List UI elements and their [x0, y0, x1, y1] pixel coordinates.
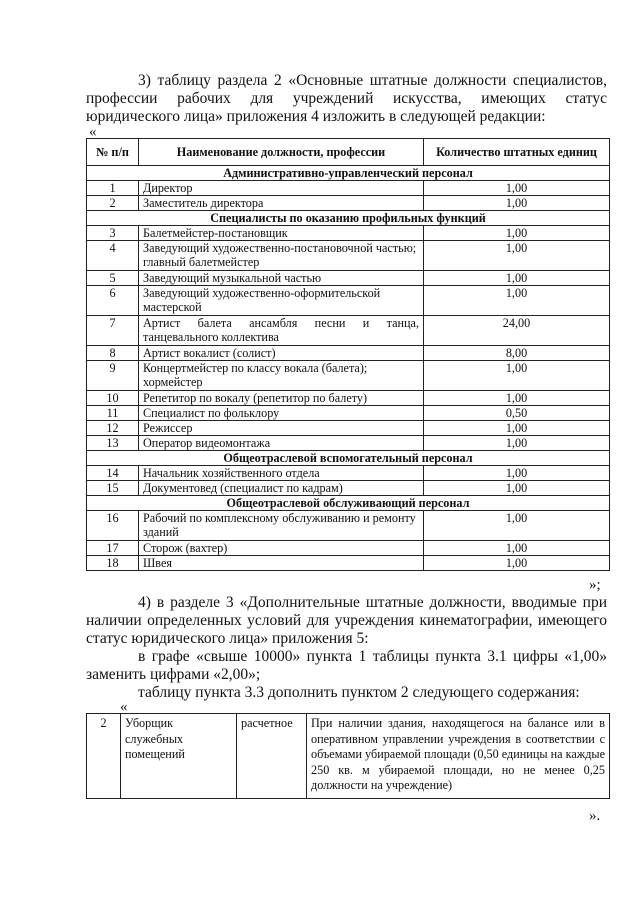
row-name: Балетмейстер-постановщик — [139, 226, 424, 241]
table-row — [87, 391, 610, 406]
row-num: 9 — [87, 361, 139, 391]
row-condition: При наличии здания, находящегося на балансе или в оперативном управлении учреждения в соответствии с объемами убираемой площади (0,50 единицы на каждые 250 кв. м убираемой площади, но не менее 0,25 должности на учреждение) — [307, 714, 610, 799]
row-count: 1,00 — [424, 541, 610, 556]
row-name: Оператор видеомонтажа — [139, 436, 424, 451]
row-num: 6 — [87, 286, 139, 316]
row-num: 18 — [87, 556, 139, 571]
row-count: 24,00 — [424, 316, 610, 346]
row-name: Режиссер — [139, 421, 424, 436]
row-num: 5 — [87, 271, 139, 286]
close-quote-1: »; — [589, 577, 601, 593]
row-num: 1 — [87, 181, 139, 196]
section-title: Общеотраслевой обслуживающий персонал — [87, 496, 610, 511]
row-count: 1,00 — [424, 181, 610, 196]
row-num: 11 — [87, 406, 139, 421]
row-count: 1,00 — [424, 421, 610, 436]
table-row — [87, 406, 610, 421]
section4-line-4: в графе «свыше 10000» пункта 1 таблицы пункта 3.1 цифры «1,00» — [138, 648, 607, 665]
header-num: № п/п — [87, 139, 139, 166]
table-row — [87, 481, 610, 496]
table-row — [87, 541, 610, 556]
table-row — [87, 286, 610, 316]
section-row — [87, 496, 610, 511]
section-row — [87, 451, 610, 466]
row-num: 4 — [87, 241, 139, 271]
row-name: Артист вокалист (солист) — [139, 346, 424, 361]
row-num: 10 — [87, 391, 139, 406]
row-count: 1,00 — [424, 271, 610, 286]
open-quote-1: « — [89, 124, 97, 140]
row-num: 3 — [87, 226, 139, 241]
section-title: Административно-управленческий персонал — [87, 166, 610, 181]
open-quote-2: « — [120, 699, 128, 715]
row-name: Уборщик служебных помещений — [121, 714, 237, 799]
row-count: 1,00 — [424, 196, 610, 211]
row-num: 17 — [87, 541, 139, 556]
table-row — [87, 436, 610, 451]
row-count: 1,00 — [424, 436, 610, 451]
row-count: 1,00 — [424, 481, 610, 496]
section4-line-2: наличии определенных условий для учреждения кинематографии, имеющего — [86, 612, 607, 629]
table-header-row — [87, 139, 610, 166]
row-num: 14 — [87, 466, 139, 481]
row-num: 12 — [87, 421, 139, 436]
row-num: 2 — [87, 714, 121, 799]
section4-line-3: статус юридического лица» приложения 5: — [86, 630, 369, 647]
row-num: 15 — [87, 481, 139, 496]
row-count: 8,00 — [424, 346, 610, 361]
section-title: Общеотраслевой вспомогательный персонал — [87, 451, 610, 466]
table-row — [87, 226, 610, 241]
row-num: 13 — [87, 436, 139, 451]
row-count: 1,00 — [424, 226, 610, 241]
row-num: 8 — [87, 346, 139, 361]
header-count: Количество штатных единиц — [424, 139, 610, 166]
row-name: Заместитель директора — [139, 196, 424, 211]
section-row — [87, 166, 610, 181]
row-count: 1,00 — [424, 241, 610, 271]
section4-line-6: таблицу пункта 3.3 дополнить пунктом 2 следующего содержания: — [138, 684, 580, 701]
row-type: расчетное — [237, 714, 307, 799]
row-name: Специалист по фольклору — [139, 406, 424, 421]
row-name: Заведующий художественно-оформительской мастерской — [139, 286, 424, 316]
table-row — [87, 421, 610, 436]
row-name: Начальник хозяйственного отдела — [139, 466, 424, 481]
row-count: 0,50 — [424, 406, 610, 421]
row-name: Директор — [139, 181, 424, 196]
row-num: 2 — [87, 196, 139, 211]
header-name: Наименование должности, профессии — [139, 139, 424, 166]
intro-line-2: профессии рабочих для учреждений искусства, имеющих статус — [86, 90, 607, 107]
row-num: 16 — [87, 511, 139, 541]
row-name: Рабочий по комплексному обслуживанию и ремонту зданий — [139, 511, 424, 541]
row-name: Документовед (специалист по кадрам) — [139, 481, 424, 496]
row-name: Артист балета ансамбля песни и танца, танцевального коллектива — [139, 316, 424, 346]
section-title: Специалисты по оказанию профильных функций — [87, 211, 610, 226]
section4-line-1: 4) в разделе 3 «Дополнительные штатные должности, вводимые при — [138, 594, 607, 611]
table-row — [87, 511, 610, 541]
row-count: 1,00 — [424, 361, 610, 391]
intro-line-1: 3) таблицу раздела 2 «Основные штатные должности специалистов, — [138, 72, 607, 89]
table-row — [87, 271, 610, 286]
row-name: Заведующий художественно-постановочной частью; главный балетмейстер — [139, 241, 424, 271]
table-row — [87, 714, 610, 799]
row-count: 1,00 — [424, 391, 610, 406]
table-row — [87, 466, 610, 481]
row-name: Швея — [139, 556, 424, 571]
row-name: Заведующий музыкальной частью — [139, 271, 424, 286]
table-row — [87, 196, 610, 211]
intro-line-3: юридического лица» приложения 4 изложить в следующей редакции: — [86, 108, 546, 125]
row-count: 1,00 — [424, 511, 610, 541]
row-num: 7 — [87, 316, 139, 346]
section4-line-5: заменить цифрами «2,00»; — [86, 666, 261, 683]
table-row — [87, 361, 610, 391]
staff-table — [86, 138, 610, 571]
table-row — [87, 346, 610, 361]
close-quote-2: ». — [589, 808, 601, 824]
row-count: 1,00 — [424, 286, 610, 316]
table-row — [87, 181, 610, 196]
table-row — [87, 316, 610, 346]
row-name: Концертмейстер по классу вокала (балета); хормейстер — [139, 361, 424, 391]
section-row — [87, 211, 610, 226]
table-row — [87, 241, 610, 271]
row-name: Репетитор по вокалу (репетитор по балету) — [139, 391, 424, 406]
addition-table — [86, 713, 610, 799]
row-name: Сторож (вахтер) — [139, 541, 424, 556]
row-count: 1,00 — [424, 466, 610, 481]
row-count: 1,00 — [424, 556, 610, 571]
table-row — [87, 556, 610, 571]
